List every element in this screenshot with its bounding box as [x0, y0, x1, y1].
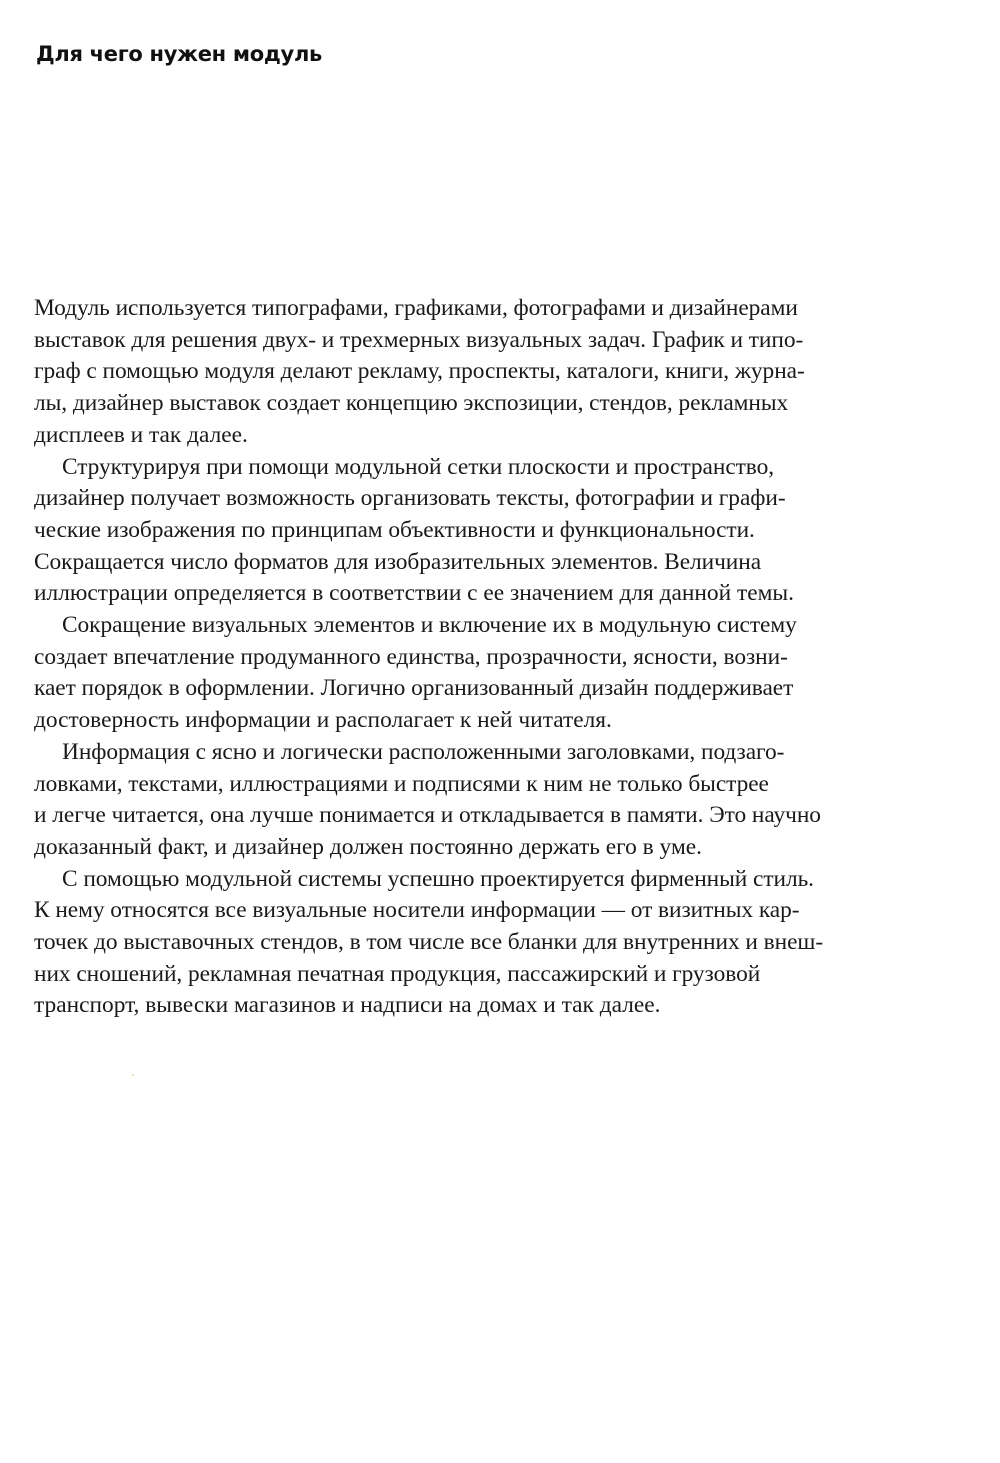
text-line: выставок для решения двух- и трехмерных визуальных задач. График и типо-: [34, 326, 804, 353]
paragraph-4: [34, 737, 864, 864]
text-line: них сношений, рекламная печатная продукция, пассажирский и грузовой: [34, 960, 761, 987]
text-line: граф с помощью модуля делают рекламу, проспекты, каталоги, книги, журна-: [34, 358, 805, 385]
text-line: транспорт, вывески магазинов и надписи на домах и так далее.: [34, 992, 661, 1019]
text-line: Модуль используется типографами, графиками, фотографами и дизайнерами: [34, 295, 798, 321]
scan-speck: [132, 1074, 134, 1076]
text-line: Информация с ясно и логически расположенными заголовками, подзаго-: [62, 738, 785, 765]
text-line: кает порядок в оформлении. Логично организованный дизайн поддерживает: [34, 675, 794, 702]
paragraph-2: [34, 452, 864, 611]
text-line: дисплеев и так далее.: [34, 421, 248, 448]
section-heading: Для чего нужен модуль: [36, 42, 323, 66]
text-line: иллюстрации определяется в соответствии с ее значением для данной темы.: [34, 580, 794, 607]
text-line: создает впечатление продуманного единства, прозрачности, ясности, возни-: [34, 643, 788, 670]
text-line: ческие изображения по принципам объективности и функциональности.: [34, 516, 755, 543]
text-line: Структурируя при помощи модульной сетки плоскости и пространство,: [62, 453, 775, 480]
text-line: и легче читается, она лучше понимается и откладывается в памяти. Это научно: [34, 802, 821, 829]
text-line: лы, дизайнер выставок создает концепцию экспозиции, стендов, рекламных: [34, 390, 789, 417]
text-line: достоверность информации и располагает к ней читателя.: [34, 707, 612, 734]
text-line: дизайнер получает возможность организовать тексты, фотографии и графи-: [34, 485, 786, 512]
text-line: Сокращается число форматов для изобразительных элементов. Величина: [34, 548, 762, 575]
text-line: точек до выставочных стендов, в том числе все бланки для внутренних и внеш-: [34, 929, 824, 956]
text-line: доказанный факт, и дизайнер должен постоянно держать его в уме.: [34, 833, 702, 860]
body-text: [34, 293, 864, 1022]
paragraph-5: [34, 864, 864, 1023]
paragraph-3: [34, 610, 864, 737]
text-line: К нему относятся все визуальные носители информации — от визитных кар-: [34, 897, 800, 924]
paragraph-1: [34, 293, 864, 452]
text-line: ловками, текстами, иллюстрациями и подписями к ним не только быстрее: [34, 770, 769, 797]
text-line: С помощью модульной системы успешно проектируется фирменный стиль.: [62, 865, 814, 892]
text-line: Сокращение визуальных элементов и включение их в модульную систему: [62, 612, 797, 639]
